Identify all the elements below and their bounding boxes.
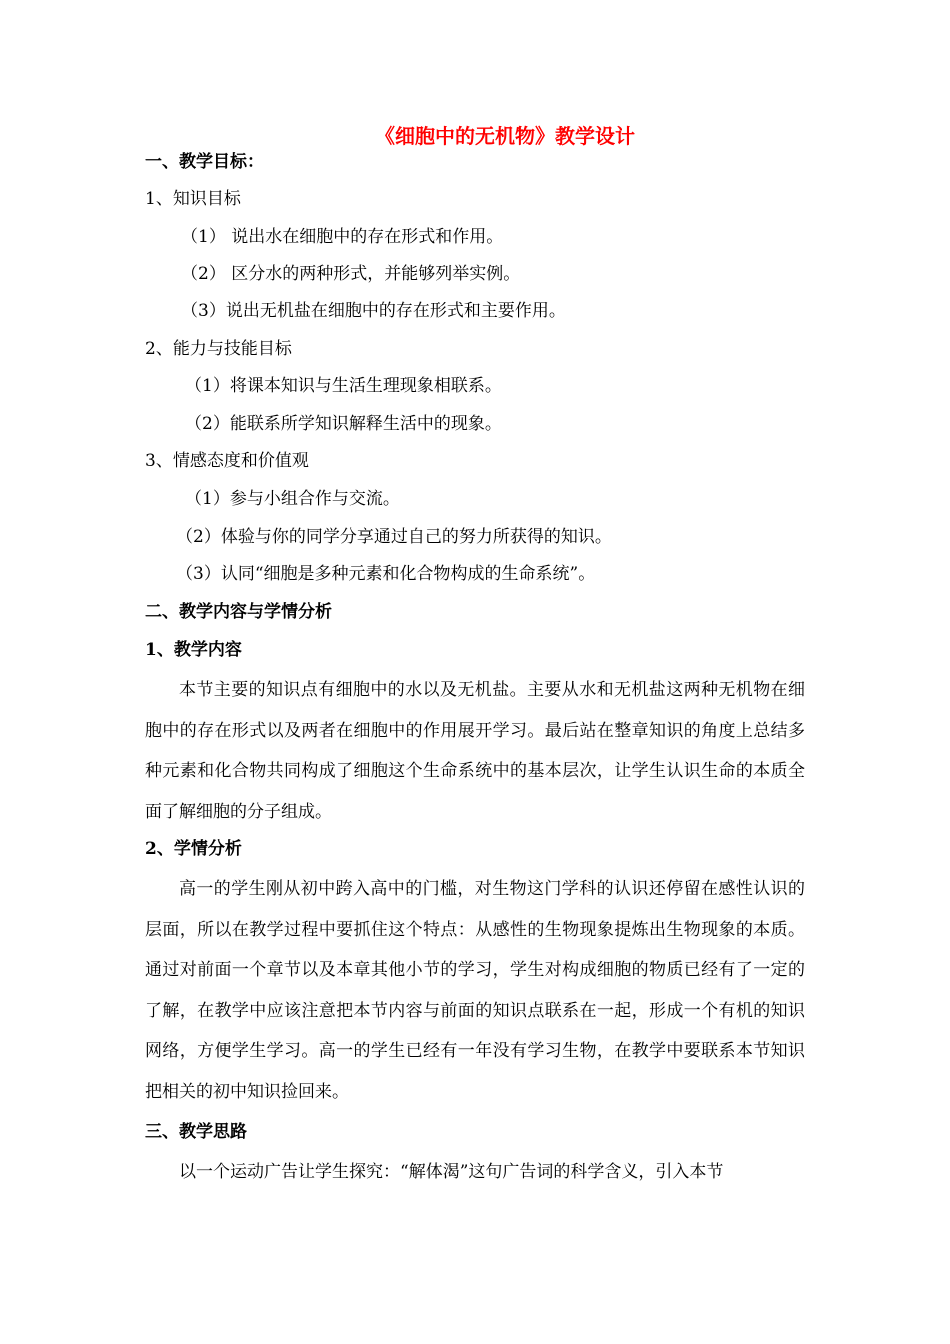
knowledge-goal-item-1: （1） 说出水在细胞中的存在形式和作用。 (181, 227, 504, 247)
subheading-ability-goals: 2、能力与技能目标 (145, 339, 292, 359)
knowledge-goal-item-2: （2） 区分水的两种形式，并能够列举实例。 (181, 264, 521, 284)
subheading-teaching-content: 1、教学内容 (145, 640, 242, 660)
ability-goal-item-1: （1）将课本知识与生活生理现象相联系。 (185, 376, 502, 396)
teaching-content-paragraph: 本节主要的知识点有细胞中的水以及无机盐。主要从水和无机盐这两种无机物在细胞中的存在形式以及两者在细胞中的作用展开学习。最后站在整章知识的角度上总结多种元素和化合物共同构成了细胞这个生命系统中的基本层次，让学生认识生命的本质全面了解细胞的分子组成。 (145, 680, 805, 822)
section-heading-content-analysis: 二、教学内容与学情分析 (145, 602, 332, 622)
attitude-item-3: （3）认同“细胞是多种元素和化合物构成的生命系统”。 (176, 564, 596, 584)
document-title: 《细胞中的无机物》教学设计 (375, 124, 635, 148)
section-heading-teaching-approach: 三、教学思路 (145, 1122, 247, 1142)
attitude-item-1: （1）参与小组合作与交流。 (185, 489, 400, 509)
ability-goal-item-2: （2）能联系所学知识解释生活中的现象。 (185, 414, 502, 434)
learner-analysis-paragraph: 高一的学生刚从初中跨入高中的门槛，对生物这门学科的认识还停留在感性认识的层面，所以在教学过程中要抓住这个特点：从感性的生物现象提炼出生物现象的本质。通过对前面一个章节以及本章其他小节的学习，学生对构成细胞的物质已经有了一定的了解，在教学中应该注意把本节内容与前面的知识点联系在一起，形成一个有机的知识网络，方便学生学习。高一的学生已经有一年没有学习生物，在教学中要联系本节知识把相关的初中知识捡回来。 (145, 879, 805, 1102)
subheading-attitude-values: 3、情感态度和价值观 (145, 451, 309, 471)
attitude-item-2: （2）体验与你的同学分享通过自己的努力所获得的知识。 (176, 527, 612, 547)
subheading-learner-analysis: 2、学情分析 (145, 839, 242, 859)
section-heading-objectives: 一、教学目标： (145, 152, 264, 172)
knowledge-goal-item-3: （3）说出无机盐在细胞中的存在形式和主要作用。 (181, 301, 566, 321)
teaching-approach-paragraph: 以一个运动广告让学生探究：“解体渴”这句广告词的科学含义，引入本节 (179, 1162, 724, 1182)
subheading-knowledge-goals: 1、知识目标 (145, 189, 241, 209)
